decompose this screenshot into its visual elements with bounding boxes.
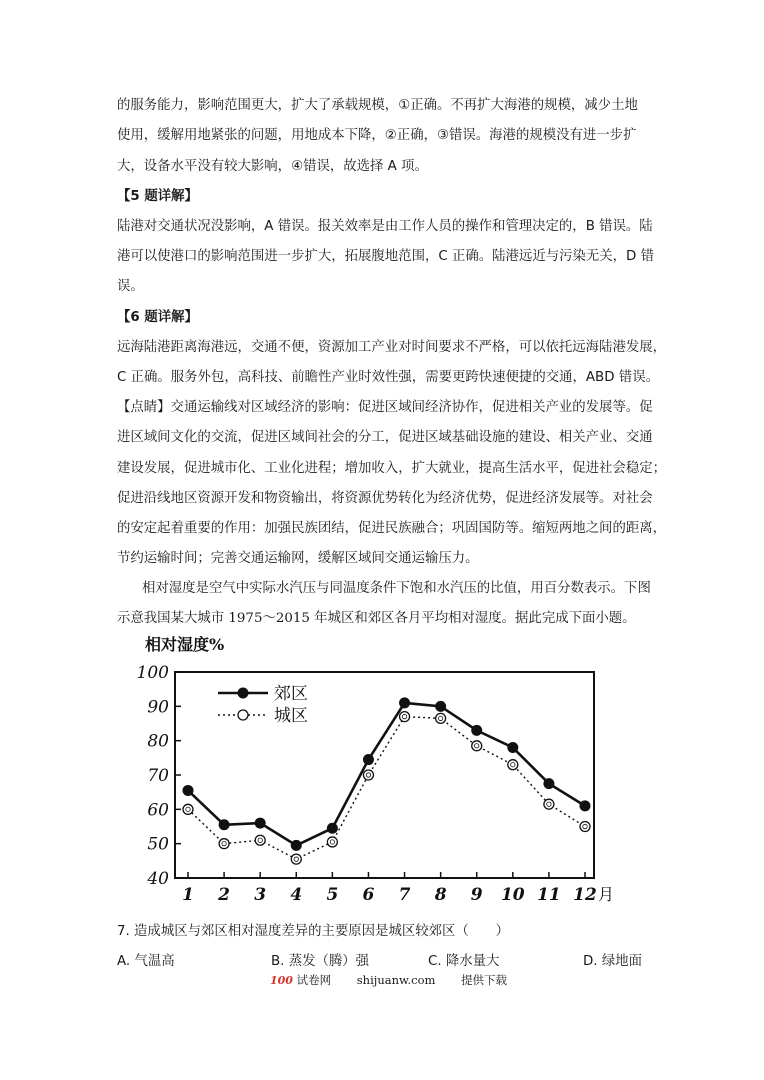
paragraph-line: 远海陆港距离海港远，交通不便，资源加工产业对时间要求不严格，可以依托远海陆港发展， — [117, 340, 667, 355]
y-tick-label: 40 — [147, 869, 169, 889]
paragraph-line: 使用，缓解用地紧张的问题，用地成本下降，②正确，③错误。海港的规模没有进一步扩 — [117, 128, 637, 143]
question-stem: 7. 造成城区与郊区相对湿度差异的主要原因是城区较郊区（ ） — [117, 924, 509, 939]
humidity-line-chart — [136, 635, 630, 910]
paragraph-line: 【点睛】交通运输线对区域经济的影响：促进区域间经济协作，促进相关产业的发展等。促 — [117, 400, 653, 415]
data-point — [327, 823, 338, 834]
y-tick-label: 90 — [147, 697, 169, 718]
data-point — [291, 854, 301, 864]
x-axis-label: 月 — [598, 885, 615, 904]
data-point — [255, 818, 266, 829]
option-d: D. 绿地面 — [583, 954, 642, 969]
x-tick-label: 1 — [182, 885, 194, 905]
x-tick-label: 7 — [398, 885, 411, 905]
y-tick-label: 70 — [147, 766, 169, 786]
x-tick-label: 3 — [254, 885, 267, 905]
paragraph-line: 大，设备水平没有较大影响，④错误，故选择 A 项。 — [117, 159, 428, 174]
option-c: C. 降水量大 — [428, 954, 500, 969]
paragraph-line: 进区域间文化的交流，促进区域间社会的分工，促进区域基础设施的建设、相关产业、交通 — [117, 430, 653, 445]
y-tick-label: 60 — [147, 800, 169, 821]
data-point — [507, 742, 518, 753]
x-tick-label: 10 — [500, 885, 525, 905]
y-tick-label: 80 — [147, 731, 169, 752]
data-point — [400, 712, 410, 722]
data-point — [580, 800, 591, 811]
data-point — [327, 837, 337, 847]
data-point — [471, 725, 482, 736]
option-b: B. 蒸发（腾）强 — [271, 954, 370, 969]
data-point — [291, 840, 302, 851]
option-a: A. 气温高 — [117, 954, 175, 969]
x-tick-label: 8 — [434, 885, 447, 905]
y-axis-label: 相对湿度% — [145, 635, 225, 654]
y-tick-label: 50 — [147, 834, 169, 855]
x-tick-label: 11 — [537, 885, 561, 905]
data-point — [543, 778, 554, 789]
paragraph-line: C 正确。服务外包，高科技、前瞻性产业时效性强，需要更跨快速便捷的交通，ABD 错误。 — [117, 370, 659, 385]
paragraph-line: 的服务能力，影响范围更大，扩大了承载规模，①正确。不再扩大海港的规模，减少土地 — [117, 98, 638, 113]
paragraph-line: 节约运输时间；完善交通运输网，缓解区域间交通运输压力。 — [117, 551, 479, 566]
x-tick-label: 4 — [290, 885, 303, 905]
legend-marker — [238, 710, 248, 720]
data-point — [436, 713, 446, 723]
footer-download: 提供下载 — [461, 973, 508, 987]
data-point — [183, 804, 193, 814]
paragraph-line: 的安定起着重要的作用：加强民族团结，促进民族融合；巩固国防等。缩短两地之间的距离， — [117, 521, 667, 536]
x-tick-label: 12 — [573, 885, 597, 905]
intro-line: 示意我国某大城市 1975～2015 年城区和郊区各月平均相对湿度。据此完成下面小题。 — [117, 611, 636, 626]
data-point — [363, 754, 374, 765]
data-point — [544, 799, 554, 809]
x-tick-label: 6 — [362, 885, 375, 905]
data-point — [580, 822, 590, 832]
footer-site-name: 试卷网 — [296, 973, 332, 987]
data-point — [435, 701, 446, 712]
data-point — [399, 697, 410, 708]
legend-label: 郊区 — [274, 684, 308, 704]
data-point — [508, 760, 518, 770]
data-point — [183, 785, 194, 796]
paragraph-line: 误。 — [117, 279, 144, 294]
legend-label: 城区 — [274, 706, 308, 726]
paragraph-line: 促进沿线地区资源开发和物资输出，将资源优势转化为经济优势，促进经济发展等。对社会 — [117, 491, 653, 506]
data-point — [219, 819, 230, 830]
y-tick-label: 100 — [136, 663, 169, 683]
legend-marker — [238, 688, 249, 699]
data-point — [255, 835, 265, 845]
footer-site-url[interactable]: shijuanw.com — [356, 973, 436, 987]
section-heading: 【5 题详解】 — [117, 189, 198, 204]
x-tick-label: 2 — [218, 885, 231, 905]
series-line-1 — [188, 703, 585, 845]
plot-frame — [175, 672, 594, 878]
footer — [270, 972, 507, 988]
section-heading: 【6 题详解】 — [117, 310, 198, 325]
x-tick-label: 9 — [470, 885, 483, 905]
data-point — [363, 770, 373, 780]
site-logo: 100 — [270, 974, 293, 987]
data-point — [472, 741, 482, 751]
chart-legend — [218, 684, 308, 726]
intro-line: 相对湿度是空气中实际水汽压与同温度条件下饱和水汽压的比值，用百分数表示。下图 — [142, 581, 651, 596]
paragraph-line: 陆港对交通状况没影响，A 错误。报关效率是由工作人员的操作和管理决定的，B 错误。陆 — [117, 219, 653, 234]
paragraph-line: 建设发展，促进城市化、工业化进程；增加收入，扩大就业，提高生活水平，促进社会稳定； — [117, 461, 667, 476]
data-point — [219, 839, 229, 849]
series-line-2 — [188, 717, 585, 859]
x-tick-label: 5 — [326, 885, 339, 905]
paragraph-line: 港可以使港口的影响范围进一步扩大，拓展腹地范围，C 正确。陆港远近与污染无关，D 错 — [117, 249, 655, 264]
